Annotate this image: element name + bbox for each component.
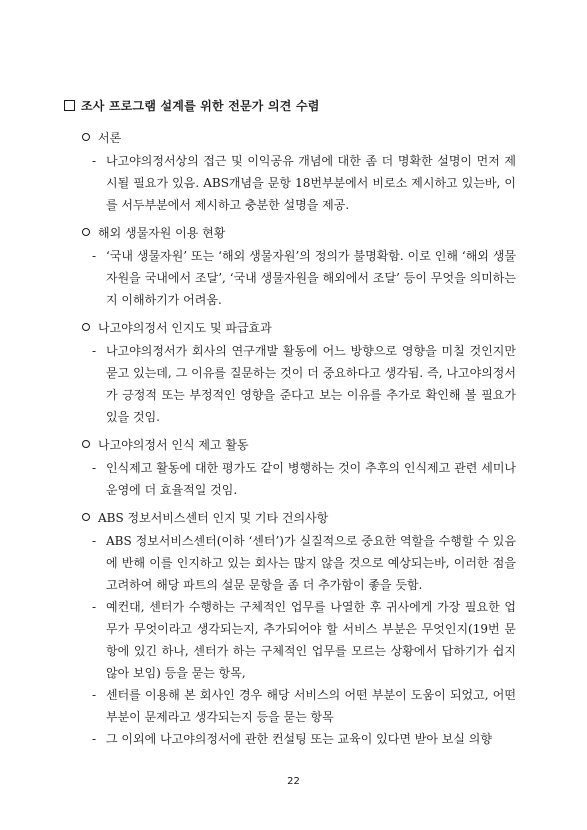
list-item: - 나고야의정서가 회사의 연구개발 활동에 어느 방향으로 영향을 미칠 것인지만 묻고 있는데, 그 이유를 질문하는 것이 더 중요하다고 생각됨. 즉, 나고야의정서가 긍정적 또는 부정적인 영향을 준다고 보는 이유를 추가로 확인해 볼 필요가 있을 것임. [92,340,516,428]
list-item: - ABS 정보서비스센터(이하 ‘센터’)가 실질적으로 중요한 역할을 수행할 수 있음에 반해 이를 인지하고 있는 회사는 많지 않을 것으로 예상되는바, 이러한 점을 고려하여 해당 파트의 설문 문항을 좀 더 추가함이 좋을 듯함. [92,530,516,596]
subsection-title: 나고야의정서 인지도 및 파급효과 [82,319,272,336]
circle-bullet-icon [82,133,90,141]
subsection-title: 해외 생물자원 이용 현황 [82,224,225,241]
list-item: - ‘국내 생물자원’ 또는 ‘해외 생물자원’의 정의가 불명확함. 이로 인해 ‘해외 생물자원을 국내에서 조달’, ‘국내 생물자원을 해외에서 조달’ 등이 무엇을 의미하는지 이해하기가 어려움. [92,245,516,311]
circle-bullet-icon [82,440,90,448]
dash-bullet: - [92,461,97,475]
square-bullet-icon [64,100,75,111]
circle-bullet-icon [82,323,90,331]
dash-bullet: - [92,154,97,168]
page-number: 22 [287,776,300,787]
list-item: - 센터를 이용해 본 회사인 경우 해당 서비스의 어떤 부분이 도움이 되었고, 어떤 부분이 문제라고 생각되는지 등을 묻는 항목 [92,684,516,728]
subsection-title: 나고야의정서 인식 제고 활동 [82,436,249,453]
section-heading-text: 조사 프로그램 설계를 위한 전문가 의견 수렴 [81,99,320,113]
dash-bullet: - [92,249,97,263]
list-item: - 그 이외에 나고야의정서에 관한 컨설팅 또는 교육이 있다면 받아 보실 의향 [92,728,516,750]
circle-bullet-icon [82,513,90,521]
dash-bullet: - [92,732,97,746]
list-item: - 인식제고 활동에 대한 평가도 같이 병행하는 것이 추후의 인식제고 관련 세미나 운영에 더 효율적일 것임. [92,457,516,501]
dash-bullet: - [92,600,97,614]
dash-bullet: - [92,688,97,702]
circle-bullet-icon [82,228,90,236]
section-heading [64,97,320,114]
subsection-title: 서론 [82,129,121,146]
dash-bullet: - [92,534,97,548]
list-item: - 나고야의정서상의 접근 및 이익공유 개념에 대한 좀 더 명확한 설명이 먼저 제시될 필요가 있음. ABS개념을 문항 18번부분에서 비로소 제시하고 있는바, 이를 서두부분에서 제시하고 충분한 설명을 제공. [92,150,516,216]
list-item: - 예컨대, 센터가 수행하는 구체적인 업무를 나열한 후 귀사에게 가장 필요한 업무가 무엇이라고 생각되는지, 추가되어야 할 서비스 부분은 무엇인지(19번 문항에 있긴 하나, 센터가 하는 구체적인 업무를 모르는 상황에서 답하기가 쉽지 않아 보임) 등을 묻는 항목, [92,596,516,684]
subsection-title: ABS 정보서비스센터 인지 및 기타 건의사항 [82,509,328,526]
dash-bullet: - [92,344,97,358]
